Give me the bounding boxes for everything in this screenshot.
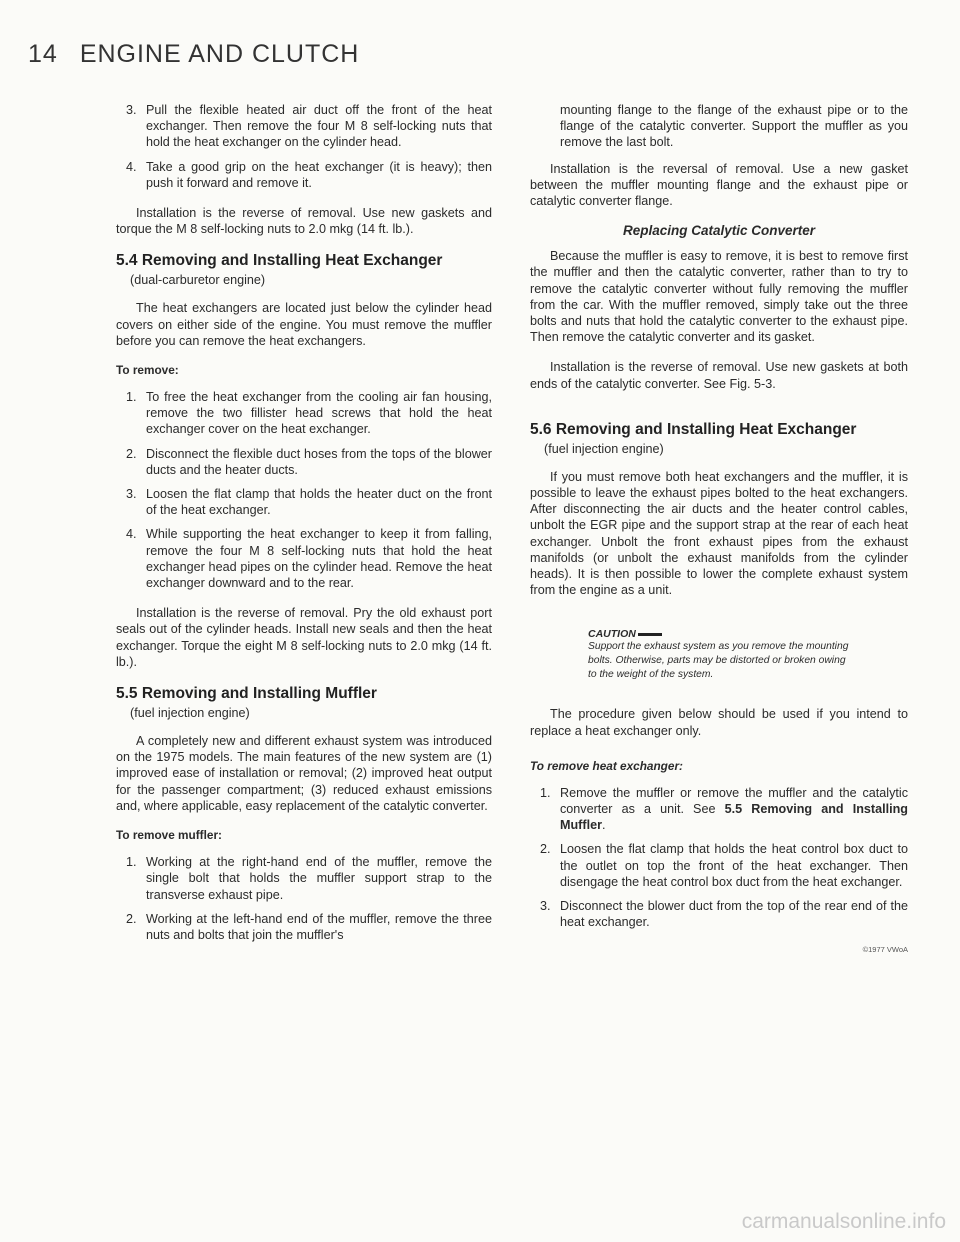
step-number: 4. xyxy=(126,527,137,542)
caution-text: Support the exhaust system as you remove the mounting bolts. Otherwise, parts may be distorted or broken owing to the weight of the system. xyxy=(588,641,849,681)
body-paragraph: The heat exchangers are located just below the cylinder head covers on either side of the engine. You must remove the muffler before you can remove the heat exchangers. xyxy=(116,301,492,348)
section-subtitle: (fuel injection engine) xyxy=(130,706,250,721)
step-number: 1. xyxy=(126,390,137,405)
cross-reference: 5.5 Removing and Installing Muffler xyxy=(560,802,909,833)
step-text: Loosen the flat clamp that holds the heat control box duct to the outlet on top the front of the heat exchanger. Then disengage the heat control box duct from the heat exchanger. xyxy=(560,842,908,889)
step-number: 3. xyxy=(540,899,551,914)
caution-box xyxy=(588,628,853,682)
step-text: Loosen the flat clamp that holds the heater duct on the front of the heat exchanger. xyxy=(146,487,492,518)
watermark: carmanualsonline.info xyxy=(741,1210,946,1233)
list-item xyxy=(116,526,492,591)
installation-paragraph: Installation is the reversal of removal. Use a new gasket between the muffler mounting flange and the exhaust pipe or catalytic converter flange. xyxy=(530,161,908,209)
procedure-label: To remove muffler: xyxy=(116,828,222,843)
body-paragraph: If you must remove both heat exchangers and the muffler, it is possible to leave the exhaust pipes bolted to the heat exchangers. After disconnecting the air ducts and the heater control cables, unbolt the EGR pipe and the support strap at the rear of each heat exchanger. Unbolt the front exhaust pipes from the exhaust manifolds (or unbolt the exhaust manifolds from the cylinder heads). It is then possible to lower the complete exhaust system from the engine as a unit. xyxy=(530,469,908,598)
page-header xyxy=(28,40,359,69)
step-number: 3. xyxy=(126,103,137,117)
section-subtitle: (fuel injection engine) xyxy=(544,441,664,456)
section-subtitle: (dual-carburetor engine) xyxy=(130,273,266,288)
page-title: ENGINE AND CLUTCH xyxy=(79,40,360,68)
step-number: 2. xyxy=(540,842,551,857)
steps-list-b xyxy=(116,389,492,591)
step-number: 1. xyxy=(126,855,137,870)
installation-paragraph: Installation is the reverse of removal. Use new gaskets and torque the M 8 self-locking nuts to 2.0 mkg (14 ft. lb.). xyxy=(116,206,492,237)
step-text: While supporting the heat exchanger to keep it from falling, remove the four M 8 self-locking nuts that hold the heat exchanger head pipes on the cylinder head. Remove the heat exchanger downward and to the rear. xyxy=(146,527,492,591)
list-item xyxy=(116,854,492,903)
section-heading-5-4: 5.4 Removing and Installing Heat Exchanger xyxy=(116,252,443,270)
list-item xyxy=(116,159,492,191)
right-column xyxy=(530,102,908,954)
section-heading-5-6: 5.6 Removing and Installing Heat Exchanger xyxy=(530,420,857,438)
step-number: 2. xyxy=(126,911,137,926)
steps-list-a xyxy=(116,102,492,191)
step-number: 1. xyxy=(540,785,551,800)
steps-list-c xyxy=(116,854,492,943)
step-number: 4. xyxy=(126,159,137,174)
procedure-label: To remove heat exchanger: xyxy=(530,758,683,773)
step-text: Remove the muffler or remove the muffler and the catalytic converter as a unit. See xyxy=(560,785,908,817)
list-item xyxy=(530,785,908,834)
step-text: Take a good grip on the heat exchanger (it is heavy); then push it forward and remove it. xyxy=(146,159,492,190)
left-column xyxy=(116,102,492,957)
installation-paragraph: Installation is the reverse of removal. Use new gaskets at both ends of the catalytic converter. See Fig. 5-3. xyxy=(530,360,908,391)
step-text: Disconnect the blower duct from the top of the rear end of the heat exchanger. xyxy=(560,899,908,930)
list-item xyxy=(530,898,908,930)
page-number: 14 xyxy=(28,40,58,68)
step-number: 3. xyxy=(126,487,137,502)
step-text: To free the heat exchanger from the cooling air fan housing, remove the two fillister head screws that hold the heat exchanger cover on the heat exchanger. xyxy=(146,390,492,437)
continued-step-text: mounting flange to the flange of the exhaust pipe or to the flange of the catalytic converter. Support the muffler as you remove the last bolt. xyxy=(560,103,908,150)
step-text: Working at the right-hand end of the muffler, remove the single bolt that holds the muffler support strap to the transverse exhaust pipe. xyxy=(146,855,492,902)
body-paragraph: A completely new and different exhaust system was introduced on the 1975 models. The main features of the new system are (1) improved ease of installation or removal; (2) improved heat output for the passenger compartment; (3) reduced exhaust emissions and, where applicable, easy replacement of the catalytic converter. xyxy=(116,734,492,813)
step-text: Pull the flexible heated air duct off the front of the heat exchanger. Then remove the four M 8 self-locking nuts that hold the heat exchanger on the cylinder head. xyxy=(146,103,492,150)
caution-title: CAUTION xyxy=(588,628,853,640)
subsection-heading: Replacing Catalytic Converter xyxy=(622,223,816,239)
steps-list-d xyxy=(530,785,908,931)
list-item xyxy=(116,389,492,438)
list-item xyxy=(116,486,492,518)
list-item xyxy=(116,911,492,943)
body-paragraph: Because the muffler is easy to remove, it is best to remove first the muffler and then the catalytic converter, rather than to try to remove the catalytic converter without fully removing the muffler from the car. With the muffler removed, simply take out the three bolts and nuts that hold the catalytic converter to the exhaust pipe. Then remove the catalytic converter and its gasket. xyxy=(530,249,908,345)
step-text: Disconnect the flexible duct hoses from the tops of the blower ducts and the heater ducts. xyxy=(146,446,492,477)
list-item xyxy=(530,841,908,890)
section-heading-5-5: 5.5 Removing and Installing Muffler xyxy=(116,685,377,703)
body-paragraph: The procedure given below should be used if you intend to replace a heat exchanger only. xyxy=(530,707,908,738)
step-text: Working at the left-hand end of the muffler, remove the three nuts and bolts that join the muffler's xyxy=(146,911,492,942)
copyright-notice: ©1977 VWoA xyxy=(862,944,908,954)
step-text-end: . xyxy=(601,818,606,833)
installation-paragraph: Installation is the reverse of removal. Pry the old exhaust port seals out of the cylinder heads. Install new seals and then the heat exchanger. Torque the eight M 8 self-locking nuts to 2.0 mkg (14 ft. lb.). xyxy=(116,606,492,669)
list-item xyxy=(116,446,492,478)
step-number: 2. xyxy=(126,446,137,461)
procedure-label: To remove: xyxy=(116,363,179,378)
list-item xyxy=(116,102,492,151)
